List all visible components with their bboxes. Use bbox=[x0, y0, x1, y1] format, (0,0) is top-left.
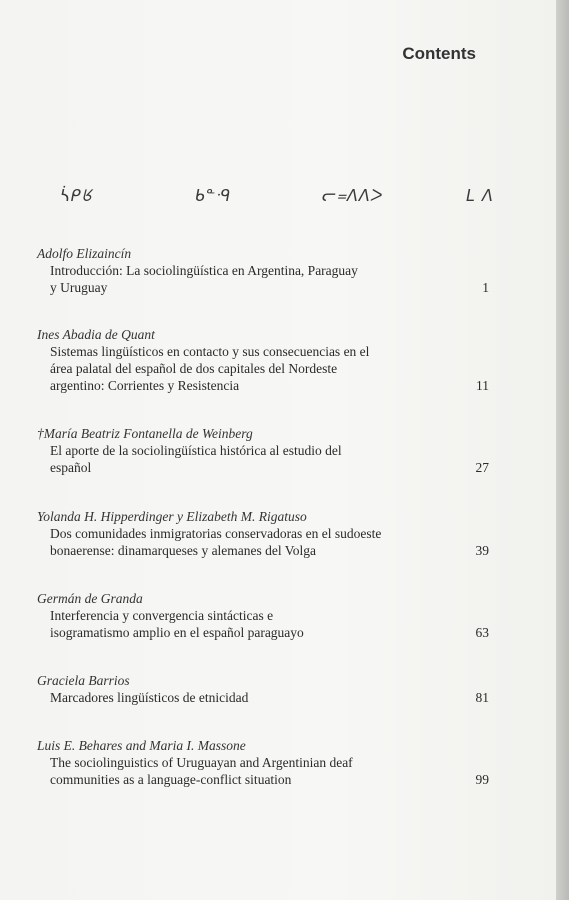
entry-page-number: 27 bbox=[475, 460, 489, 475]
toc-entry[interactable] bbox=[37, 425, 489, 476]
toc-entry[interactable] bbox=[37, 245, 489, 296]
entry-page-number: 81 bbox=[475, 690, 489, 705]
entry-page-number: 39 bbox=[475, 543, 489, 558]
entry-page-number: 1 bbox=[482, 280, 489, 295]
entry-title: Introducción: La sociolingüística en Argentina, Paraguay y Uruguay bbox=[50, 263, 358, 295]
entry-title: Interferencia y convergencia sintácticas e isogramatismo amplio en el español paraguayo bbox=[50, 608, 304, 640]
handwritten-note: ᑲᓐᑴ bbox=[195, 186, 232, 205]
page-edge bbox=[556, 0, 569, 900]
toc-entry[interactable] bbox=[37, 326, 489, 394]
handwritten-note: ᓵᑭᖉ bbox=[60, 186, 93, 205]
entry-title: Marcadores lingüísticos de etnicidad bbox=[50, 690, 249, 705]
entry-title: The sociolinguistics of Uruguayan and Argentinian deaf communities as a language-conflict situation bbox=[50, 755, 353, 787]
toc-entry[interactable] bbox=[37, 590, 489, 641]
entry-page-number: 99 bbox=[475, 772, 489, 787]
entry-author: †María Beatriz Fontanella de Weinberg bbox=[37, 426, 253, 441]
entry-page-number: 11 bbox=[476, 378, 489, 393]
toc-entry[interactable] bbox=[37, 737, 489, 788]
entry-title: Sistemas lingüísticos en contacto y sus consecuencias en el área palatal del español de dos capitales del Nordeste argentino: Corrientes y Resistencia bbox=[50, 344, 370, 393]
entry-author: Ines Abadia de Quant bbox=[37, 327, 155, 342]
entry-title: Dos comunidades inmigratorias conservadoras en el sudoeste bonaerense: dinamarqueses y alemanes del Volga bbox=[50, 526, 382, 558]
entry-author: Graciela Barrios bbox=[37, 673, 130, 688]
toc-entry[interactable] bbox=[37, 672, 489, 706]
entry-author: Yolanda H. Hipperdinger y Elizabeth M. Rigatuso bbox=[37, 509, 307, 524]
handwritten-note: ᒪ ᐱ bbox=[466, 186, 494, 205]
toc-entry[interactable] bbox=[37, 508, 489, 559]
entry-author: Luis E. Behares and Maria I. Massone bbox=[37, 738, 246, 753]
entry-author: Adolfo Elizaincín bbox=[37, 246, 132, 261]
entry-author: Germán de Granda bbox=[37, 591, 143, 606]
handwritten-note: ᓕ᐀ᐱᐱᐳ bbox=[322, 186, 384, 205]
page-title: Contents bbox=[402, 44, 476, 63]
entry-page-number: 63 bbox=[475, 625, 489, 640]
entry-title: El aporte de la sociolingüística histórica al estudio del español bbox=[50, 443, 342, 475]
